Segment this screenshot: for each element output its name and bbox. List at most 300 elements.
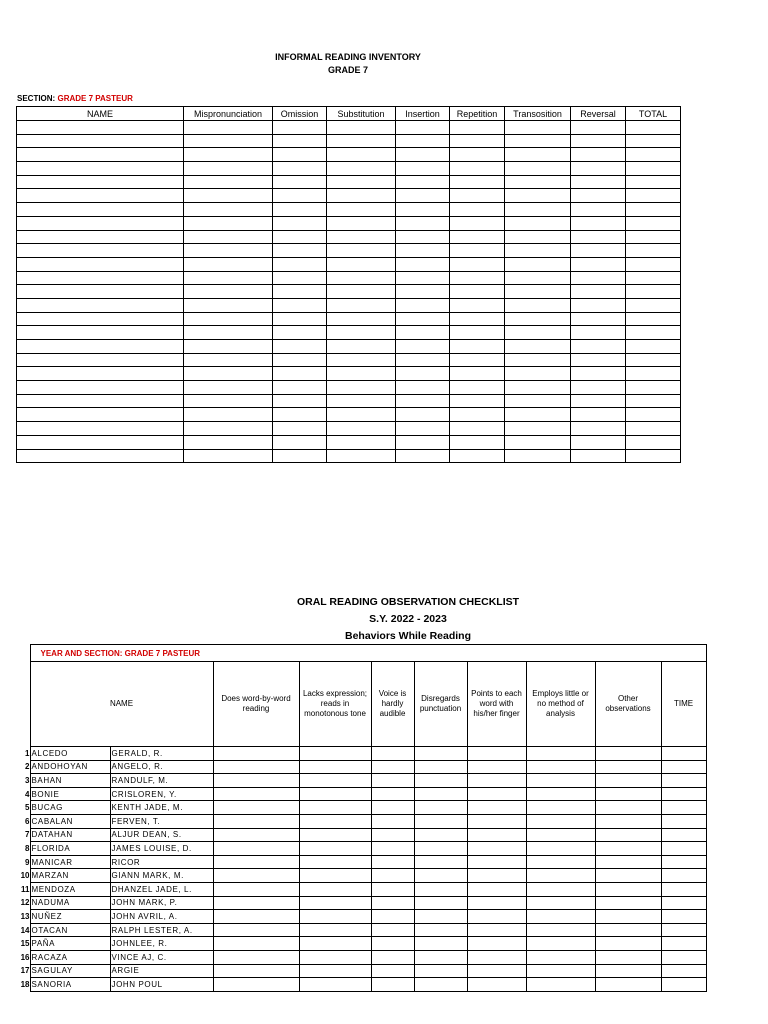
checklist-cell[interactable] (661, 747, 706, 761)
inventory-cell[interactable] (626, 367, 681, 381)
checklist-cell[interactable] (661, 978, 706, 992)
checklist-cell[interactable] (526, 910, 595, 924)
checklist-cell[interactable] (526, 801, 595, 815)
checklist-cell[interactable] (371, 828, 414, 842)
checklist-cell[interactable] (414, 869, 467, 883)
inventory-cell[interactable] (273, 449, 327, 463)
inventory-cell[interactable] (450, 394, 505, 408)
inventory-cell[interactable] (626, 353, 681, 367)
inventory-cell[interactable] (571, 216, 626, 230)
checklist-cell[interactable] (661, 855, 706, 869)
inventory-cell[interactable] (273, 422, 327, 436)
inventory-cell[interactable] (505, 257, 571, 271)
inventory-cell[interactable] (450, 148, 505, 162)
checklist-cell[interactable] (371, 923, 414, 937)
inventory-cell[interactable] (450, 162, 505, 176)
checklist-cell[interactable] (467, 910, 526, 924)
inventory-cell[interactable] (17, 394, 184, 408)
inventory-cell[interactable] (17, 134, 184, 148)
checklist-cell[interactable] (467, 923, 526, 937)
checklist-cell[interactable] (661, 787, 706, 801)
checklist-cell[interactable] (661, 910, 706, 924)
checklist-cell[interactable] (299, 869, 371, 883)
checklist-cell[interactable] (371, 869, 414, 883)
inventory-cell[interactable] (184, 189, 273, 203)
inventory-cell[interactable] (450, 353, 505, 367)
inventory-cell[interactable] (571, 230, 626, 244)
checklist-cell[interactable] (371, 774, 414, 788)
checklist-cell[interactable] (213, 814, 299, 828)
inventory-cell[interactable] (450, 285, 505, 299)
inventory-cell[interactable] (626, 285, 681, 299)
inventory-cell[interactable] (505, 381, 571, 395)
inventory-cell[interactable] (571, 367, 626, 381)
checklist-cell[interactable] (371, 964, 414, 978)
inventory-cell[interactable] (184, 121, 273, 135)
checklist-cell[interactable] (526, 937, 595, 951)
inventory-cell[interactable] (505, 367, 571, 381)
checklist-cell[interactable] (595, 910, 661, 924)
inventory-cell[interactable] (505, 271, 571, 285)
checklist-cell[interactable] (213, 855, 299, 869)
checklist-cell[interactable] (213, 978, 299, 992)
checklist-cell[interactable] (371, 910, 414, 924)
checklist-cell[interactable] (595, 760, 661, 774)
inventory-cell[interactable] (273, 394, 327, 408)
checklist-cell[interactable] (299, 787, 371, 801)
inventory-cell[interactable] (626, 257, 681, 271)
inventory-cell[interactable] (450, 244, 505, 258)
checklist-cell[interactable] (213, 747, 299, 761)
inventory-cell[interactable] (184, 312, 273, 326)
inventory-cell[interactable] (17, 216, 184, 230)
inventory-cell[interactable] (184, 353, 273, 367)
inventory-cell[interactable] (327, 121, 396, 135)
checklist-cell[interactable] (467, 774, 526, 788)
inventory-cell[interactable] (327, 189, 396, 203)
checklist-cell[interactable] (661, 842, 706, 856)
inventory-cell[interactable] (396, 162, 450, 176)
checklist-cell[interactable] (371, 787, 414, 801)
inventory-cell[interactable] (626, 189, 681, 203)
inventory-cell[interactable] (571, 162, 626, 176)
inventory-cell[interactable] (505, 162, 571, 176)
checklist-cell[interactable] (467, 882, 526, 896)
checklist-cell[interactable] (467, 978, 526, 992)
inventory-cell[interactable] (505, 449, 571, 463)
checklist-cell[interactable] (213, 937, 299, 951)
checklist-cell[interactable] (414, 842, 467, 856)
checklist-cell[interactable] (371, 882, 414, 896)
inventory-cell[interactable] (17, 162, 184, 176)
inventory-cell[interactable] (273, 203, 327, 217)
checklist-cell[interactable] (595, 774, 661, 788)
inventory-cell[interactable] (571, 408, 626, 422)
inventory-cell[interactable] (396, 216, 450, 230)
checklist-cell[interactable] (595, 828, 661, 842)
inventory-cell[interactable] (396, 449, 450, 463)
inventory-cell[interactable] (184, 203, 273, 217)
checklist-cell[interactable] (213, 774, 299, 788)
checklist-cell[interactable] (213, 923, 299, 937)
checklist-cell[interactable] (414, 923, 467, 937)
inventory-cell[interactable] (17, 257, 184, 271)
inventory-cell[interactable] (17, 189, 184, 203)
inventory-cell[interactable] (17, 449, 184, 463)
inventory-cell[interactable] (626, 408, 681, 422)
inventory-cell[interactable] (626, 162, 681, 176)
inventory-cell[interactable] (505, 394, 571, 408)
inventory-cell[interactable] (505, 189, 571, 203)
checklist-cell[interactable] (371, 855, 414, 869)
inventory-cell[interactable] (327, 394, 396, 408)
inventory-cell[interactable] (273, 340, 327, 354)
inventory-cell[interactable] (396, 394, 450, 408)
checklist-cell[interactable] (299, 828, 371, 842)
inventory-cell[interactable] (273, 162, 327, 176)
inventory-cell[interactable] (184, 340, 273, 354)
inventory-cell[interactable] (273, 298, 327, 312)
inventory-cell[interactable] (571, 189, 626, 203)
inventory-cell[interactable] (17, 435, 184, 449)
inventory-cell[interactable] (327, 381, 396, 395)
checklist-cell[interactable] (299, 923, 371, 937)
inventory-cell[interactable] (505, 216, 571, 230)
checklist-cell[interactable] (299, 937, 371, 951)
inventory-cell[interactable] (273, 367, 327, 381)
inventory-cell[interactable] (327, 449, 396, 463)
inventory-cell[interactable] (327, 162, 396, 176)
inventory-cell[interactable] (571, 422, 626, 436)
inventory-cell[interactable] (273, 189, 327, 203)
inventory-cell[interactable] (327, 203, 396, 217)
checklist-cell[interactable] (414, 950, 467, 964)
inventory-cell[interactable] (626, 394, 681, 408)
inventory-cell[interactable] (626, 134, 681, 148)
checklist-cell[interactable] (595, 814, 661, 828)
inventory-cell[interactable] (184, 367, 273, 381)
inventory-cell[interactable] (273, 121, 327, 135)
inventory-cell[interactable] (184, 271, 273, 285)
inventory-cell[interactable] (396, 367, 450, 381)
inventory-cell[interactable] (396, 435, 450, 449)
checklist-cell[interactable] (467, 814, 526, 828)
checklist-cell[interactable] (595, 937, 661, 951)
checklist-cell[interactable] (661, 950, 706, 964)
inventory-cell[interactable] (626, 312, 681, 326)
inventory-cell[interactable] (396, 148, 450, 162)
checklist-cell[interactable] (299, 855, 371, 869)
inventory-cell[interactable] (626, 326, 681, 340)
inventory-cell[interactable] (571, 203, 626, 217)
inventory-cell[interactable] (184, 394, 273, 408)
inventory-cell[interactable] (327, 257, 396, 271)
checklist-cell[interactable] (526, 869, 595, 883)
inventory-cell[interactable] (327, 367, 396, 381)
inventory-cell[interactable] (571, 394, 626, 408)
inventory-cell[interactable] (505, 435, 571, 449)
inventory-cell[interactable] (327, 148, 396, 162)
inventory-cell[interactable] (184, 257, 273, 271)
checklist-cell[interactable] (414, 828, 467, 842)
inventory-cell[interactable] (327, 435, 396, 449)
checklist-cell[interactable] (526, 828, 595, 842)
checklist-cell[interactable] (595, 855, 661, 869)
inventory-cell[interactable] (184, 298, 273, 312)
inventory-cell[interactable] (505, 285, 571, 299)
checklist-cell[interactable] (414, 964, 467, 978)
inventory-cell[interactable] (273, 381, 327, 395)
inventory-cell[interactable] (396, 408, 450, 422)
inventory-cell[interactable] (327, 326, 396, 340)
checklist-cell[interactable] (661, 814, 706, 828)
inventory-cell[interactable] (571, 381, 626, 395)
inventory-cell[interactable] (396, 230, 450, 244)
inventory-cell[interactable] (273, 148, 327, 162)
inventory-cell[interactable] (626, 298, 681, 312)
inventory-cell[interactable] (184, 134, 273, 148)
inventory-cell[interactable] (273, 134, 327, 148)
inventory-cell[interactable] (626, 340, 681, 354)
inventory-cell[interactable] (450, 326, 505, 340)
inventory-cell[interactable] (327, 422, 396, 436)
inventory-cell[interactable] (450, 216, 505, 230)
checklist-cell[interactable] (661, 760, 706, 774)
checklist-cell[interactable] (661, 964, 706, 978)
inventory-cell[interactable] (396, 422, 450, 436)
inventory-cell[interactable] (327, 175, 396, 189)
inventory-cell[interactable] (450, 408, 505, 422)
inventory-cell[interactable] (450, 134, 505, 148)
checklist-cell[interactable] (213, 760, 299, 774)
checklist-cell[interactable] (595, 923, 661, 937)
inventory-cell[interactable] (450, 189, 505, 203)
checklist-cell[interactable] (299, 964, 371, 978)
inventory-cell[interactable] (571, 134, 626, 148)
inventory-cell[interactable] (450, 257, 505, 271)
checklist-cell[interactable] (414, 896, 467, 910)
checklist-cell[interactable] (371, 896, 414, 910)
checklist-cell[interactable] (213, 842, 299, 856)
inventory-cell[interactable] (17, 367, 184, 381)
checklist-cell[interactable] (661, 882, 706, 896)
inventory-cell[interactable] (327, 285, 396, 299)
checklist-cell[interactable] (595, 801, 661, 815)
inventory-cell[interactable] (17, 326, 184, 340)
inventory-cell[interactable] (396, 353, 450, 367)
inventory-cell[interactable] (626, 381, 681, 395)
inventory-cell[interactable] (184, 244, 273, 258)
checklist-cell[interactable] (414, 978, 467, 992)
inventory-cell[interactable] (396, 271, 450, 285)
inventory-cell[interactable] (396, 189, 450, 203)
inventory-cell[interactable] (571, 435, 626, 449)
checklist-cell[interactable] (467, 869, 526, 883)
inventory-cell[interactable] (17, 121, 184, 135)
inventory-cell[interactable] (184, 408, 273, 422)
checklist-cell[interactable] (299, 747, 371, 761)
inventory-cell[interactable] (273, 408, 327, 422)
inventory-cell[interactable] (571, 271, 626, 285)
inventory-cell[interactable] (396, 203, 450, 217)
inventory-cell[interactable] (273, 230, 327, 244)
checklist-cell[interactable] (371, 950, 414, 964)
inventory-cell[interactable] (626, 230, 681, 244)
checklist-cell[interactable] (526, 842, 595, 856)
inventory-cell[interactable] (626, 121, 681, 135)
checklist-cell[interactable] (661, 896, 706, 910)
inventory-cell[interactable] (450, 175, 505, 189)
inventory-cell[interactable] (184, 148, 273, 162)
checklist-cell[interactable] (299, 774, 371, 788)
checklist-cell[interactable] (661, 869, 706, 883)
inventory-cell[interactable] (396, 326, 450, 340)
inventory-cell[interactable] (273, 257, 327, 271)
inventory-cell[interactable] (571, 340, 626, 354)
checklist-cell[interactable] (595, 882, 661, 896)
inventory-cell[interactable] (396, 175, 450, 189)
checklist-cell[interactable] (595, 896, 661, 910)
checklist-cell[interactable] (414, 801, 467, 815)
inventory-cell[interactable] (571, 353, 626, 367)
inventory-cell[interactable] (571, 285, 626, 299)
inventory-cell[interactable] (327, 312, 396, 326)
inventory-cell[interactable] (505, 175, 571, 189)
checklist-cell[interactable] (371, 937, 414, 951)
inventory-cell[interactable] (17, 244, 184, 258)
checklist-cell[interactable] (299, 801, 371, 815)
inventory-cell[interactable] (396, 285, 450, 299)
checklist-cell[interactable] (467, 747, 526, 761)
inventory-cell[interactable] (505, 312, 571, 326)
inventory-cell[interactable] (17, 312, 184, 326)
inventory-cell[interactable] (396, 134, 450, 148)
checklist-cell[interactable] (299, 814, 371, 828)
inventory-cell[interactable] (17, 285, 184, 299)
inventory-cell[interactable] (571, 326, 626, 340)
checklist-cell[interactable] (213, 787, 299, 801)
checklist-cell[interactable] (414, 774, 467, 788)
checklist-cell[interactable] (526, 774, 595, 788)
inventory-cell[interactable] (505, 134, 571, 148)
checklist-cell[interactable] (414, 760, 467, 774)
checklist-cell[interactable] (299, 896, 371, 910)
inventory-cell[interactable] (396, 257, 450, 271)
inventory-cell[interactable] (396, 244, 450, 258)
inventory-cell[interactable] (396, 381, 450, 395)
checklist-cell[interactable] (526, 964, 595, 978)
inventory-cell[interactable] (505, 230, 571, 244)
checklist-cell[interactable] (467, 855, 526, 869)
checklist-cell[interactable] (371, 801, 414, 815)
inventory-cell[interactable] (17, 381, 184, 395)
inventory-cell[interactable] (17, 203, 184, 217)
inventory-cell[interactable] (396, 340, 450, 354)
inventory-cell[interactable] (273, 271, 327, 285)
inventory-cell[interactable] (184, 230, 273, 244)
inventory-cell[interactable] (450, 381, 505, 395)
checklist-cell[interactable] (467, 950, 526, 964)
checklist-cell[interactable] (467, 801, 526, 815)
checklist-cell[interactable] (595, 964, 661, 978)
checklist-cell[interactable] (414, 747, 467, 761)
inventory-cell[interactable] (571, 298, 626, 312)
inventory-cell[interactable] (327, 353, 396, 367)
inventory-cell[interactable] (450, 203, 505, 217)
checklist-cell[interactable] (371, 814, 414, 828)
inventory-cell[interactable] (626, 449, 681, 463)
checklist-cell[interactable] (213, 869, 299, 883)
checklist-cell[interactable] (213, 910, 299, 924)
inventory-cell[interactable] (327, 134, 396, 148)
inventory-cell[interactable] (505, 340, 571, 354)
inventory-cell[interactable] (450, 340, 505, 354)
inventory-cell[interactable] (327, 340, 396, 354)
checklist-cell[interactable] (213, 896, 299, 910)
inventory-cell[interactable] (450, 422, 505, 436)
checklist-cell[interactable] (299, 978, 371, 992)
checklist-cell[interactable] (213, 882, 299, 896)
inventory-cell[interactable] (626, 148, 681, 162)
checklist-cell[interactable] (467, 937, 526, 951)
checklist-cell[interactable] (371, 978, 414, 992)
inventory-cell[interactable] (327, 408, 396, 422)
checklist-cell[interactable] (595, 978, 661, 992)
inventory-cell[interactable] (273, 312, 327, 326)
checklist-cell[interactable] (467, 896, 526, 910)
inventory-cell[interactable] (450, 435, 505, 449)
checklist-cell[interactable] (371, 747, 414, 761)
inventory-cell[interactable] (327, 271, 396, 285)
inventory-cell[interactable] (450, 449, 505, 463)
checklist-cell[interactable] (414, 882, 467, 896)
inventory-cell[interactable] (626, 216, 681, 230)
checklist-cell[interactable] (371, 760, 414, 774)
inventory-cell[interactable] (273, 216, 327, 230)
inventory-cell[interactable] (17, 175, 184, 189)
checklist-cell[interactable] (467, 760, 526, 774)
inventory-cell[interactable] (571, 121, 626, 135)
inventory-cell[interactable] (505, 408, 571, 422)
checklist-cell[interactable] (414, 787, 467, 801)
checklist-cell[interactable] (414, 855, 467, 869)
inventory-cell[interactable] (505, 121, 571, 135)
inventory-cell[interactable] (184, 162, 273, 176)
checklist-cell[interactable] (467, 842, 526, 856)
inventory-cell[interactable] (17, 353, 184, 367)
checklist-cell[interactable] (595, 747, 661, 761)
checklist-cell[interactable] (299, 950, 371, 964)
checklist-cell[interactable] (526, 747, 595, 761)
checklist-cell[interactable] (414, 910, 467, 924)
checklist-cell[interactable] (299, 842, 371, 856)
inventory-cell[interactable] (505, 353, 571, 367)
inventory-cell[interactable] (273, 326, 327, 340)
checklist-cell[interactable] (526, 814, 595, 828)
checklist-cell[interactable] (414, 814, 467, 828)
checklist-cell[interactable] (661, 937, 706, 951)
inventory-cell[interactable] (273, 175, 327, 189)
checklist-cell[interactable] (661, 774, 706, 788)
inventory-cell[interactable] (396, 298, 450, 312)
inventory-cell[interactable] (273, 244, 327, 258)
inventory-cell[interactable] (505, 326, 571, 340)
checklist-cell[interactable] (213, 950, 299, 964)
inventory-cell[interactable] (327, 244, 396, 258)
inventory-cell[interactable] (184, 435, 273, 449)
inventory-cell[interactable] (17, 148, 184, 162)
inventory-cell[interactable] (505, 148, 571, 162)
